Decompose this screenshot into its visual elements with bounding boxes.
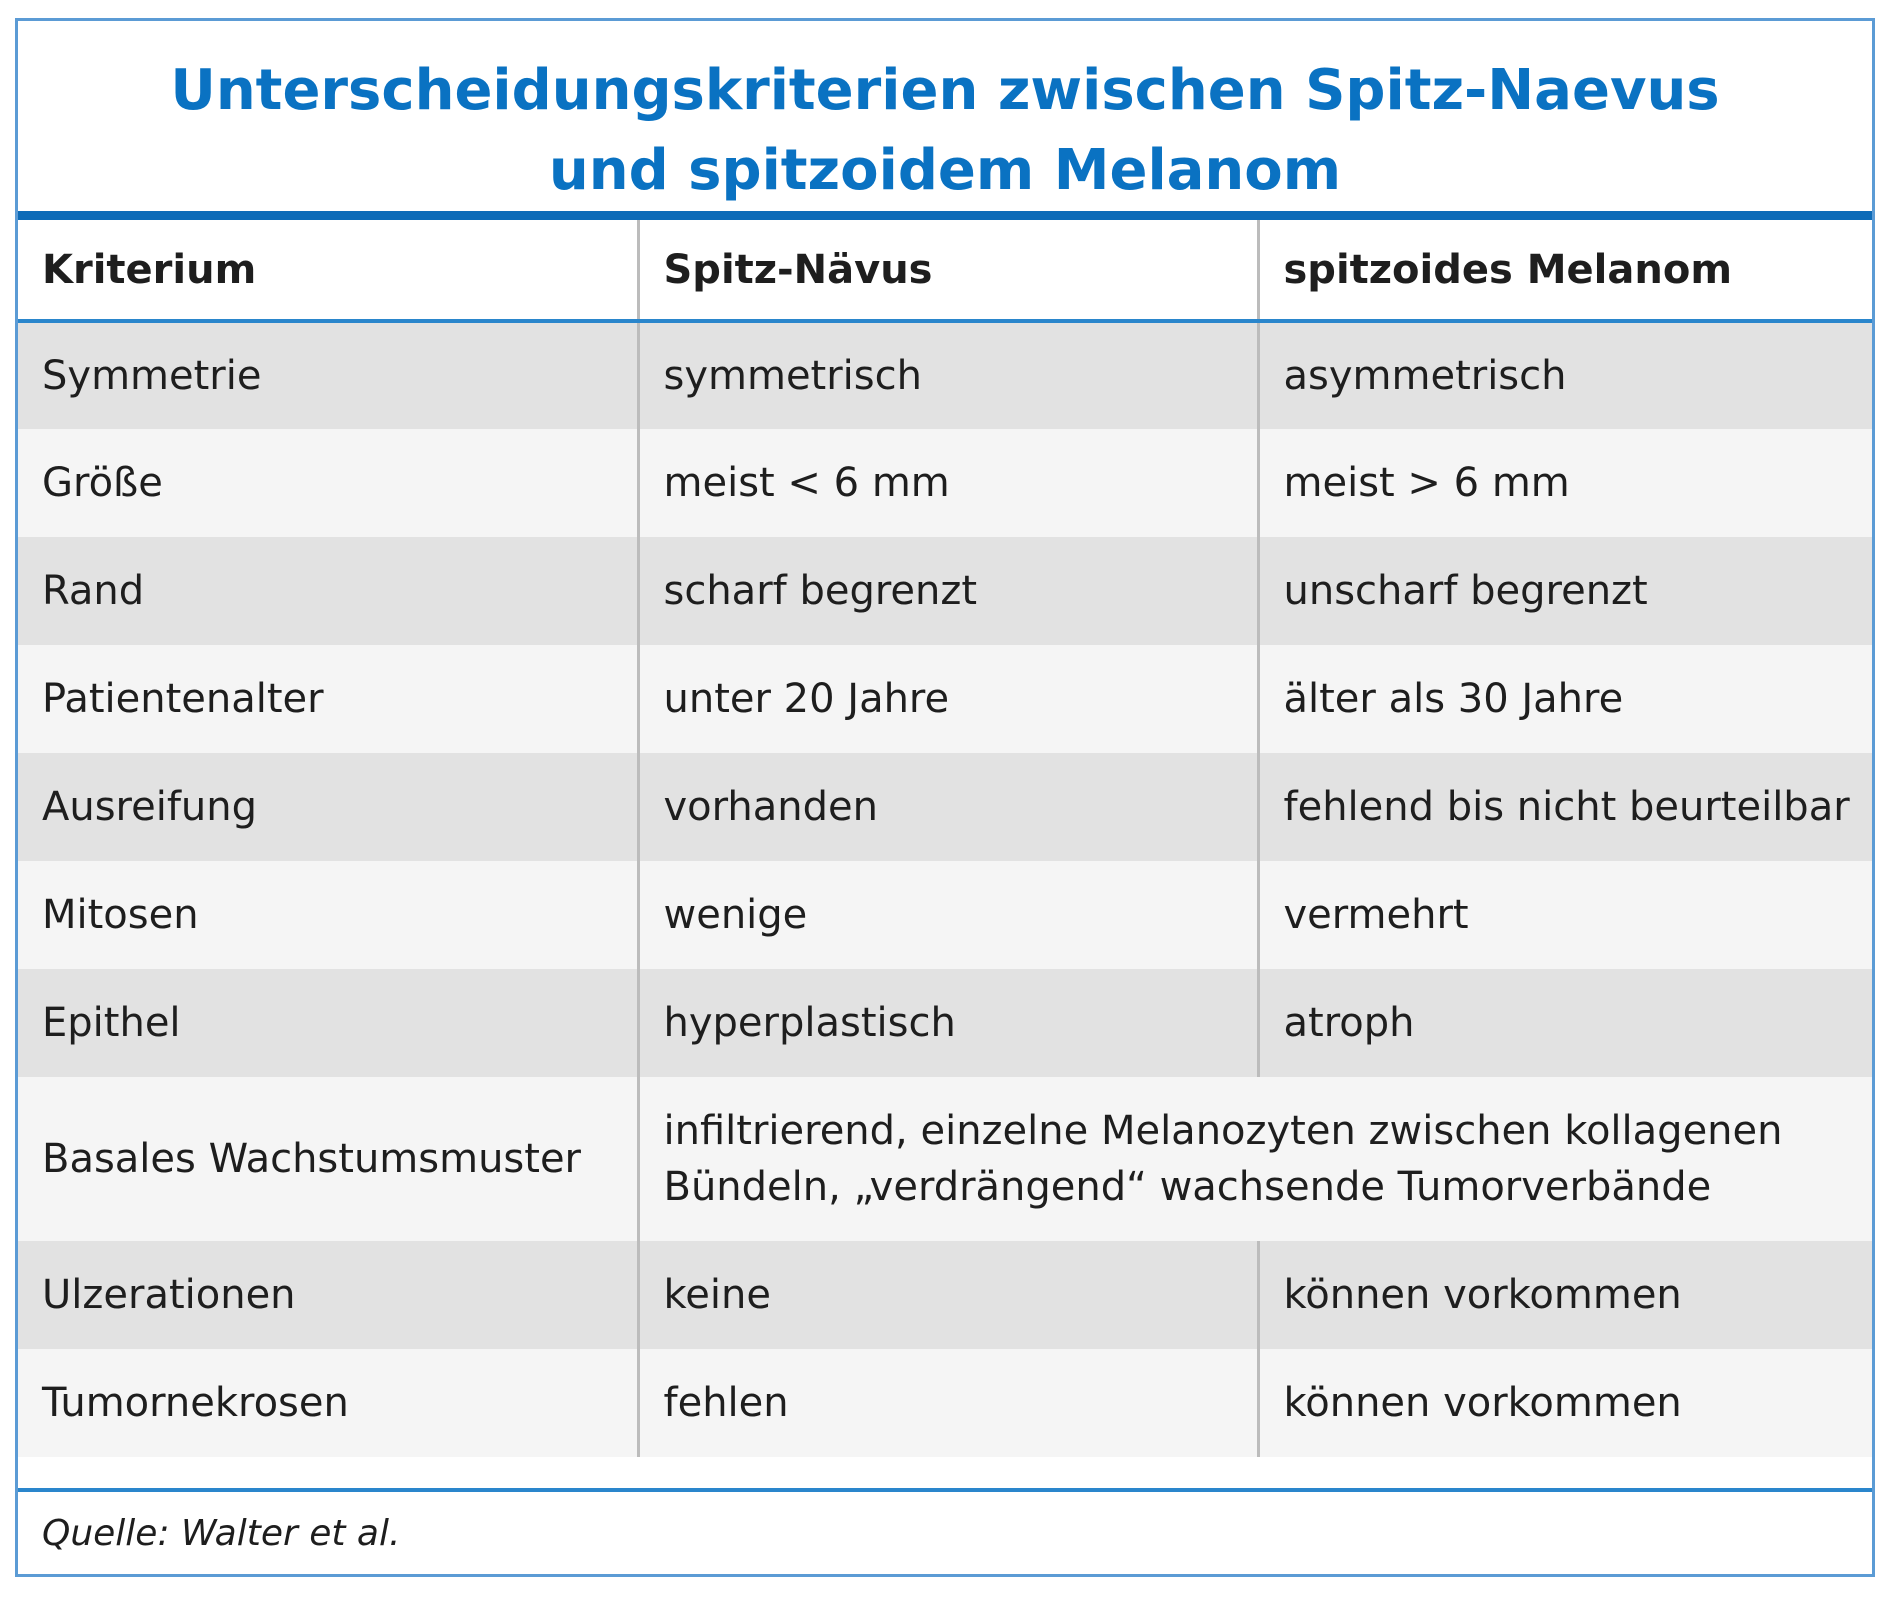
cell-spitz: wenige	[638, 861, 1258, 969]
title-divider	[18, 211, 1872, 220]
cell-criterion: Rand	[18, 537, 638, 645]
cell-spitz: hyperplastisch	[638, 969, 1258, 1077]
cell-melanom: fehlend bis nicht beurteilbar	[1258, 753, 1872, 861]
cell-criterion: Ausreifung	[18, 753, 638, 861]
cell-spitz: keine	[638, 1241, 1258, 1349]
table-row	[18, 861, 1872, 969]
table-row	[18, 429, 1872, 537]
cell-criterion: Tumornekrosen	[18, 1349, 638, 1457]
table-title	[18, 21, 1872, 211]
table-row	[18, 969, 1872, 1077]
cell-melanom: älter als 30 Jahre	[1258, 645, 1872, 753]
cell-criterion: Ulzerationen	[18, 1241, 638, 1349]
cell-criterion: Größe	[18, 429, 638, 537]
cell-melanom: können vorkommen	[1258, 1241, 1872, 1349]
header-spitz-naevus: Spitz-Nävus	[638, 220, 1258, 321]
title-line-1: Unterscheidungskriterien zwischen Spitz-Naevus	[170, 58, 1720, 123]
cell-criterion: Epithel	[18, 969, 638, 1077]
table-row	[18, 537, 1872, 645]
table-row	[18, 321, 1872, 429]
cell-melanom: meist > 6 mm	[1258, 429, 1872, 537]
criteria-table	[18, 220, 1872, 1457]
header-criterion: Kriterium	[18, 220, 638, 321]
cell-melanom: atroph	[1258, 969, 1872, 1077]
cell-criterion: Patientenalter	[18, 645, 638, 753]
info-box	[15, 18, 1875, 1577]
source-divider	[18, 1488, 1872, 1492]
source-note: Quelle: Walter et al.	[42, 1513, 401, 1554]
header-spitzoid-melanoma: spitzoides Melanom	[1258, 220, 1872, 321]
cell-spitz: fehlen	[638, 1349, 1258, 1457]
table-row	[18, 1241, 1872, 1349]
cell-spitz: unter 20 Jahre	[638, 645, 1258, 753]
table-row	[18, 753, 1872, 861]
cell-melanom: asymmetrisch	[1258, 321, 1872, 429]
cell-spitz: symmetrisch	[638, 321, 1258, 429]
title-line-2: und spitzoidem Melanom	[548, 138, 1342, 203]
table-row	[18, 1349, 1872, 1457]
cell-criterion: Symmetrie	[18, 321, 638, 429]
table-row	[18, 645, 1872, 753]
cell-spitz: vorhanden	[638, 753, 1258, 861]
cell-criterion: Basales Wachstumsmuster	[18, 1077, 638, 1241]
cell-spitz: scharf begrenzt	[638, 537, 1258, 645]
cell-melanom: können vorkommen	[1258, 1349, 1872, 1457]
cell-spitz: meist < 6 mm	[638, 429, 1258, 537]
cell-merged: infiltrierend, einzelne Melanozyten zwischen kollagenen Bündeln, „verdrängend“ wachsende Tumorverbände	[638, 1077, 1872, 1241]
cell-criterion: Mitosen	[18, 861, 638, 969]
table-header-row	[18, 220, 1872, 321]
cell-melanom: unscharf begrenzt	[1258, 537, 1872, 645]
table-row	[18, 1077, 1872, 1241]
cell-melanom: vermehrt	[1258, 861, 1872, 969]
